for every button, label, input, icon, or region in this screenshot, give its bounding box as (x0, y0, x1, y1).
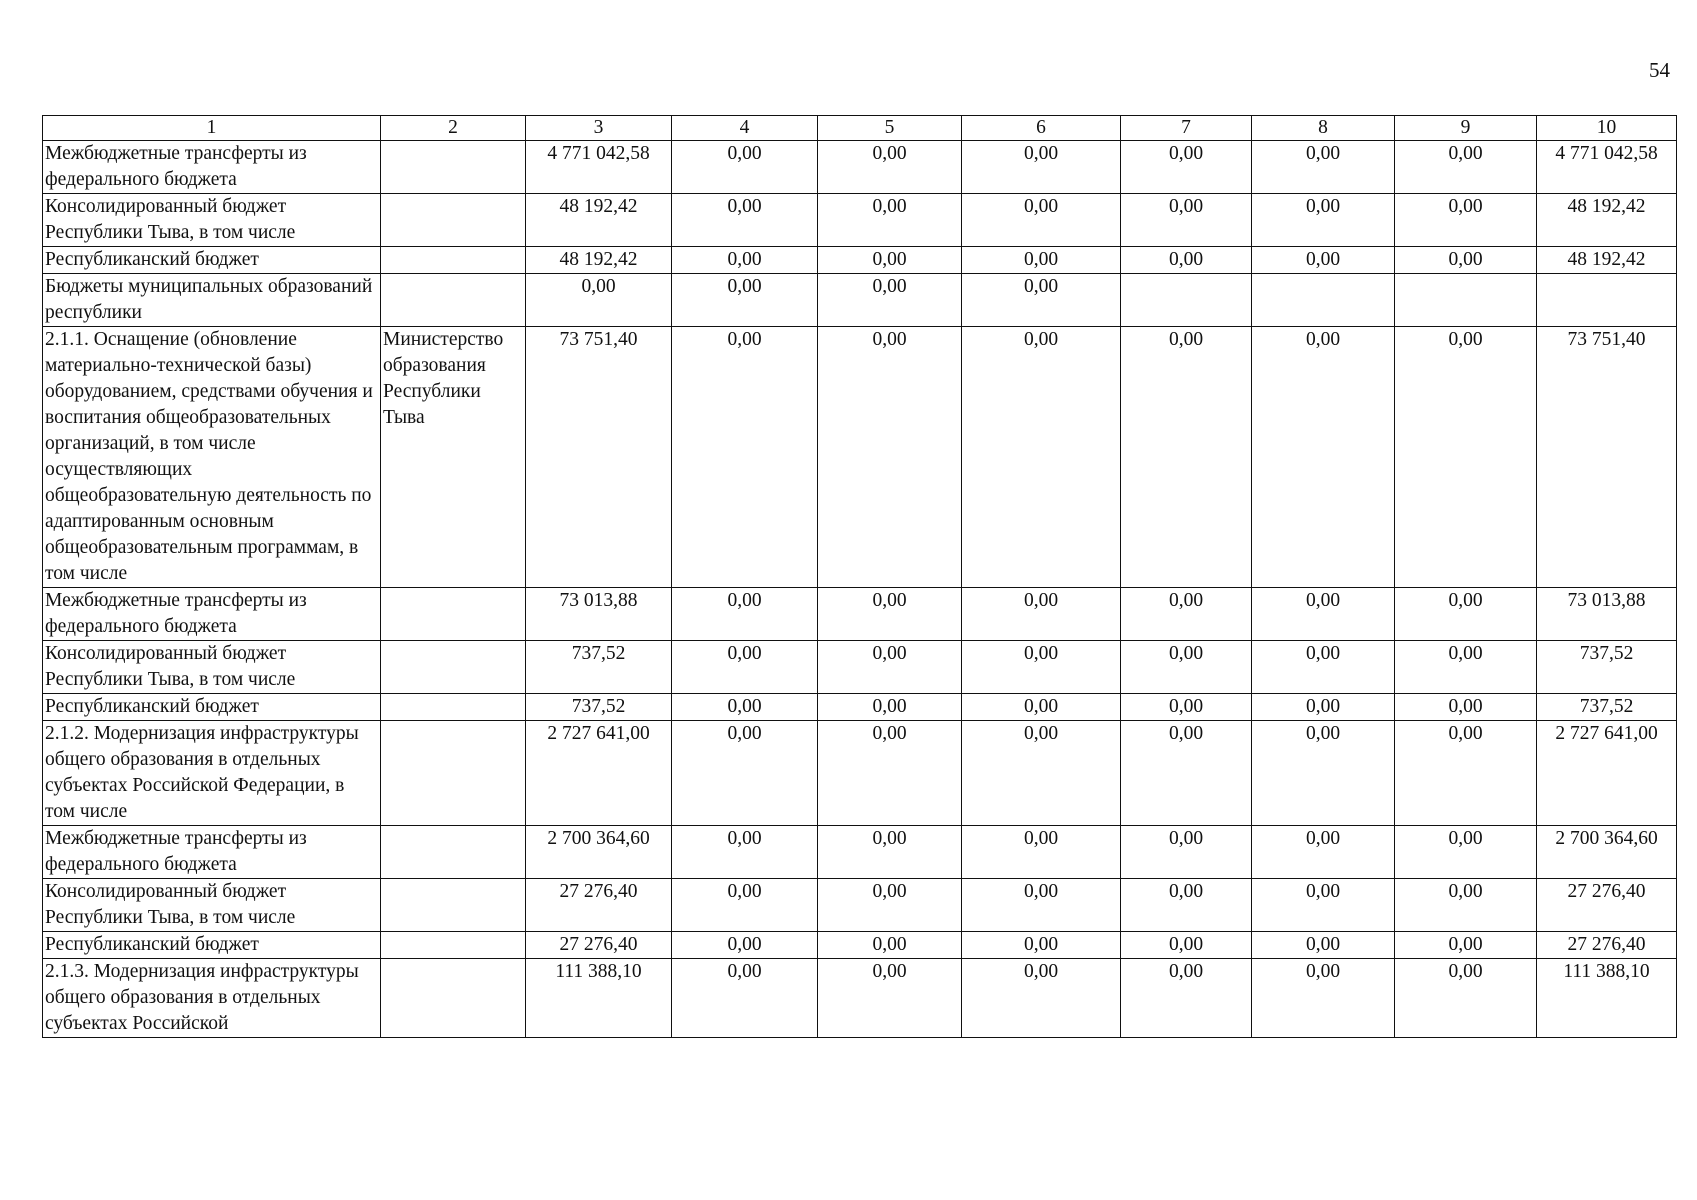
row-value-col5: 0,00 (818, 932, 962, 959)
row-executor (381, 141, 526, 194)
row-value-col3: 2 700 364,60 (526, 826, 672, 879)
row-value-col3: 27 276,40 (526, 879, 672, 932)
row-value-col4: 0,00 (672, 327, 818, 588)
row-name: Консолидированный бюджет Республики Тыва, в том числе (43, 641, 381, 694)
row-value-col9: 0,00 (1395, 641, 1537, 694)
table-row (43, 959, 1677, 1038)
row-value-col8: 0,00 (1252, 721, 1395, 826)
table-row (43, 641, 1677, 694)
row-value-col10: 2 727 641,00 (1537, 721, 1677, 826)
row-value-col5: 0,00 (818, 194, 962, 247)
row-executor (381, 826, 526, 879)
row-name: Межбюджетные трансферты из федерального бюджета (43, 141, 381, 194)
row-value-col3: 27 276,40 (526, 932, 672, 959)
row-value-col9 (1395, 274, 1537, 327)
row-name: Республиканский бюджет (43, 247, 381, 274)
row-value-col8: 0,00 (1252, 932, 1395, 959)
row-value-col7: 0,00 (1121, 721, 1252, 826)
row-name: Бюджеты муниципальных образований республики (43, 274, 381, 327)
row-value-col7: 0,00 (1121, 641, 1252, 694)
row-value-col7 (1121, 274, 1252, 327)
row-name: Республиканский бюджет (43, 932, 381, 959)
row-value-col7: 0,00 (1121, 959, 1252, 1038)
row-value-col6: 0,00 (962, 641, 1121, 694)
row-value-col4: 0,00 (672, 588, 818, 641)
row-name: 2.1.3. Модернизация инфраструктуры общего образования в отдельных субъектах Российской (43, 959, 381, 1038)
row-name: 2.1.1. Оснащение (обновление материально-технической базы) оборудованием, средствами обучения и воспитания общеобразовательных организаций, в том числе осуществляющих общеобразовательную деятельность по адаптированным основным общеобразовательным программам, в том числе (43, 327, 381, 588)
row-value-col9: 0,00 (1395, 327, 1537, 588)
row-value-col3: 73 751,40 (526, 327, 672, 588)
row-value-col8: 0,00 (1252, 826, 1395, 879)
row-value-col9: 0,00 (1395, 959, 1537, 1038)
row-value-col7: 0,00 (1121, 247, 1252, 274)
row-value-col6: 0,00 (962, 141, 1121, 194)
row-value-col7: 0,00 (1121, 327, 1252, 588)
row-name: Консолидированный бюджет Республики Тыва, в том числе (43, 879, 381, 932)
row-value-col3: 48 192,42 (526, 247, 672, 274)
table-row (43, 721, 1677, 826)
row-value-col10: 48 192,42 (1537, 194, 1677, 247)
row-executor (381, 694, 526, 721)
row-value-col3: 48 192,42 (526, 194, 672, 247)
column-header: 4 (672, 116, 818, 141)
budget-table (42, 115, 1677, 1038)
row-value-col4: 0,00 (672, 826, 818, 879)
row-value-col4: 0,00 (672, 879, 818, 932)
row-value-col9: 0,00 (1395, 141, 1537, 194)
row-value-col5: 0,00 (818, 826, 962, 879)
row-value-col7: 0,00 (1121, 141, 1252, 194)
table-row (43, 274, 1677, 327)
row-value-col5: 0,00 (818, 721, 962, 826)
row-value-col5: 0,00 (818, 274, 962, 327)
row-value-col9: 0,00 (1395, 194, 1537, 247)
row-value-col10: 2 700 364,60 (1537, 826, 1677, 879)
row-value-col9: 0,00 (1395, 694, 1537, 721)
row-name: Межбюджетные трансферты из федерального бюджета (43, 826, 381, 879)
row-value-col10: 737,52 (1537, 641, 1677, 694)
row-value-col8: 0,00 (1252, 588, 1395, 641)
column-header: 2 (381, 116, 526, 141)
row-value-col9: 0,00 (1395, 932, 1537, 959)
row-value-col3: 73 013,88 (526, 588, 672, 641)
column-header: 5 (818, 116, 962, 141)
column-header: 10 (1537, 116, 1677, 141)
row-value-col8: 0,00 (1252, 247, 1395, 274)
row-value-col10: 27 276,40 (1537, 879, 1677, 932)
column-header: 6 (962, 116, 1121, 141)
row-value-col7: 0,00 (1121, 194, 1252, 247)
table-row (43, 247, 1677, 274)
row-value-col9: 0,00 (1395, 588, 1537, 641)
row-value-col6: 0,00 (962, 932, 1121, 959)
row-value-col4: 0,00 (672, 274, 818, 327)
table-row (43, 194, 1677, 247)
row-value-col4: 0,00 (672, 694, 818, 721)
row-value-col5: 0,00 (818, 247, 962, 274)
row-value-col4: 0,00 (672, 641, 818, 694)
table-row (43, 932, 1677, 959)
row-value-col10: 27 276,40 (1537, 932, 1677, 959)
row-value-col9: 0,00 (1395, 721, 1537, 826)
row-value-col6: 0,00 (962, 826, 1121, 879)
row-name: 2.1.2. Модернизация инфраструктуры общего образования в отдельных субъектах Российской Федерации, в том числе (43, 721, 381, 826)
row-name: Консолидированный бюджет Республики Тыва, в том числе (43, 194, 381, 247)
row-value-col10: 4 771 042,58 (1537, 141, 1677, 194)
row-value-col7: 0,00 (1121, 826, 1252, 879)
row-value-col3: 0,00 (526, 274, 672, 327)
row-value-col4: 0,00 (672, 194, 818, 247)
row-value-col4: 0,00 (672, 247, 818, 274)
row-value-col8: 0,00 (1252, 327, 1395, 588)
row-value-col6: 0,00 (962, 247, 1121, 274)
row-value-col7: 0,00 (1121, 879, 1252, 932)
row-value-col6: 0,00 (962, 327, 1121, 588)
row-value-col5: 0,00 (818, 694, 962, 721)
row-value-col9: 0,00 (1395, 247, 1537, 274)
row-executor: Министерство образования Республики Тыва (381, 327, 526, 588)
row-value-col7: 0,00 (1121, 588, 1252, 641)
row-value-col6: 0,00 (962, 274, 1121, 327)
row-value-col3: 111 388,10 (526, 959, 672, 1038)
table-row (43, 826, 1677, 879)
row-value-col9: 0,00 (1395, 879, 1537, 932)
row-executor (381, 959, 526, 1038)
column-header: 7 (1121, 116, 1252, 141)
table-row (43, 879, 1677, 932)
row-value-col10: 73 013,88 (1537, 588, 1677, 641)
row-value-col7: 0,00 (1121, 694, 1252, 721)
row-value-col3: 2 727 641,00 (526, 721, 672, 826)
row-executor (381, 247, 526, 274)
row-value-col3: 737,52 (526, 694, 672, 721)
row-value-col8: 0,00 (1252, 194, 1395, 247)
row-value-col10 (1537, 274, 1677, 327)
row-name: Межбюджетные трансферты из федерального бюджета (43, 588, 381, 641)
row-value-col7: 0,00 (1121, 932, 1252, 959)
row-value-col8: 0,00 (1252, 141, 1395, 194)
row-value-col5: 0,00 (818, 327, 962, 588)
row-value-col3: 4 771 042,58 (526, 141, 672, 194)
row-value-col8: 0,00 (1252, 694, 1395, 721)
row-value-col5: 0,00 (818, 641, 962, 694)
row-value-col4: 0,00 (672, 721, 818, 826)
column-header: 9 (1395, 116, 1537, 141)
row-value-col10: 73 751,40 (1537, 327, 1677, 588)
row-value-col8: 0,00 (1252, 959, 1395, 1038)
row-name: Республиканский бюджет (43, 694, 381, 721)
row-value-col5: 0,00 (818, 588, 962, 641)
row-executor (381, 932, 526, 959)
column-number-row (43, 116, 1677, 141)
row-executor (381, 879, 526, 932)
row-value-col4: 0,00 (672, 932, 818, 959)
row-value-col6: 0,00 (962, 959, 1121, 1038)
row-value-col3: 737,52 (526, 641, 672, 694)
row-value-col4: 0,00 (672, 959, 818, 1038)
row-executor (381, 721, 526, 826)
row-executor (381, 588, 526, 641)
row-value-col5: 0,00 (818, 959, 962, 1038)
row-executor (381, 641, 526, 694)
row-value-col10: 48 192,42 (1537, 247, 1677, 274)
table-row (43, 141, 1677, 194)
column-header: 8 (1252, 116, 1395, 141)
row-value-col10: 111 388,10 (1537, 959, 1677, 1038)
row-value-col4: 0,00 (672, 141, 818, 194)
column-header: 1 (43, 116, 381, 141)
row-value-col6: 0,00 (962, 588, 1121, 641)
row-executor (381, 194, 526, 247)
row-value-col8: 0,00 (1252, 641, 1395, 694)
table-row (43, 694, 1677, 721)
row-value-col6: 0,00 (962, 694, 1121, 721)
row-value-col10: 737,52 (1537, 694, 1677, 721)
row-value-col9: 0,00 (1395, 826, 1537, 879)
page-number: 54 (1649, 58, 1670, 82)
column-header: 3 (526, 116, 672, 141)
row-value-col8: 0,00 (1252, 879, 1395, 932)
row-value-col5: 0,00 (818, 879, 962, 932)
row-value-col6: 0,00 (962, 721, 1121, 826)
row-executor (381, 274, 526, 327)
row-value-col6: 0,00 (962, 194, 1121, 247)
row-value-col6: 0,00 (962, 879, 1121, 932)
table-row (43, 327, 1677, 588)
row-value-col8 (1252, 274, 1395, 327)
table-row (43, 588, 1677, 641)
row-value-col5: 0,00 (818, 141, 962, 194)
